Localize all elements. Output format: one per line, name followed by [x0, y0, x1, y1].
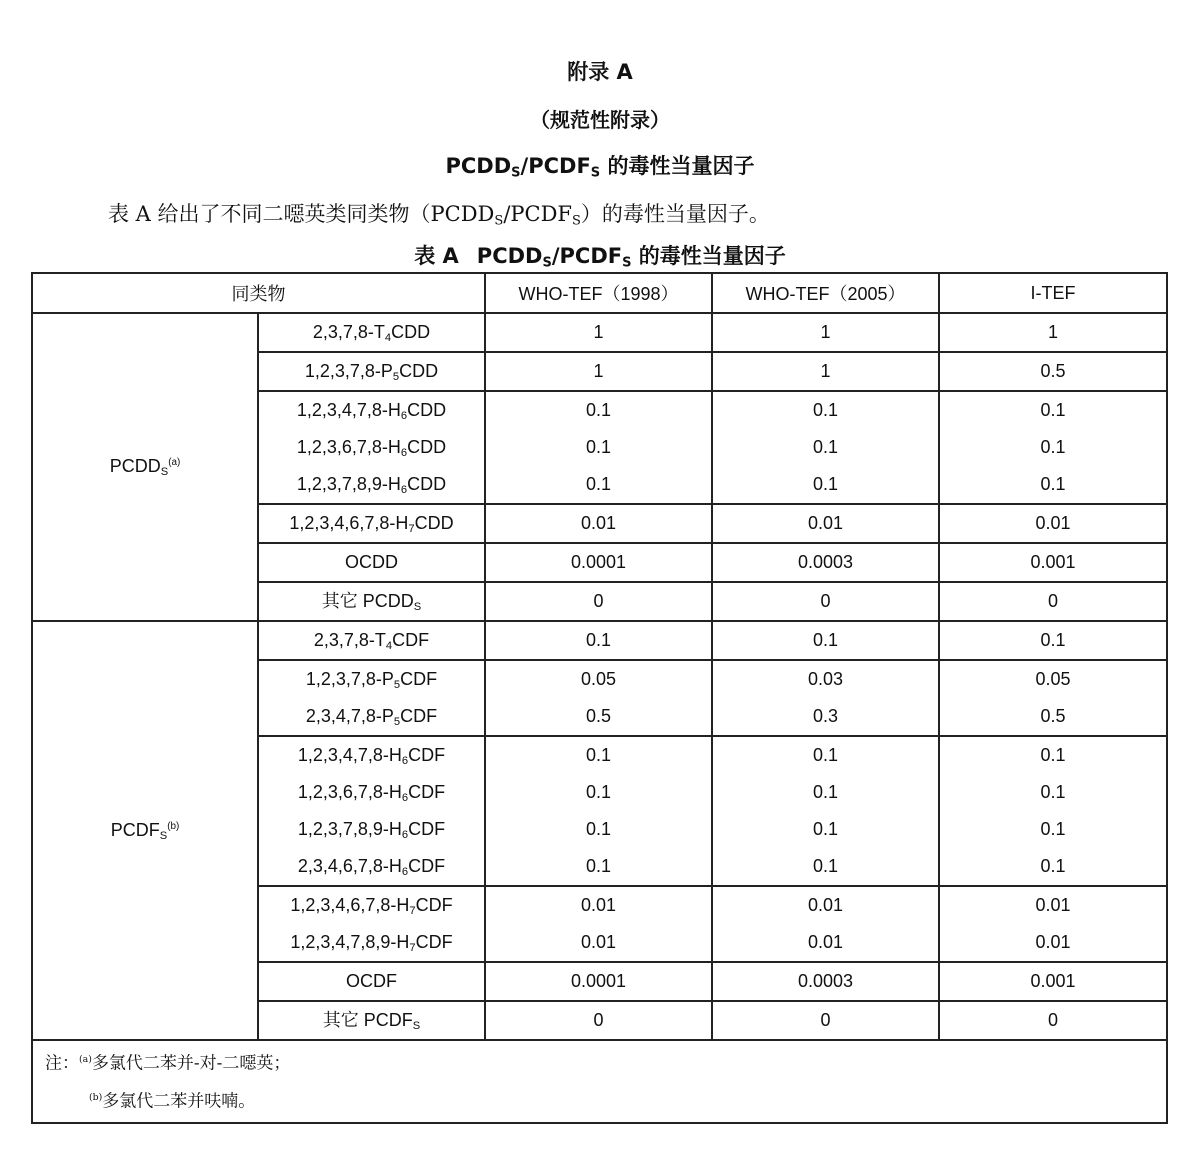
congener-name-part: 1,2,3,6,7,8-H [296, 437, 401, 457]
who-1998-value-cell [485, 352, 712, 391]
congener-name [259, 314, 484, 351]
section-title-sub1: S [511, 165, 521, 181]
congener-cell [258, 621, 485, 660]
who-2005-value: 0.1 [812, 819, 839, 839]
who-1998-value: 0.1 [585, 745, 612, 765]
header-row [32, 273, 1167, 313]
congener-name-part: 其它 PCDF [322, 1010, 413, 1030]
congener-name-part: CDF [408, 782, 446, 802]
congener-cell [258, 391, 485, 504]
congener-cell [258, 352, 485, 391]
congener-cell [258, 504, 485, 543]
congener-name-part: CDF [408, 819, 446, 839]
normative-label: （规范性附录） [530, 108, 670, 132]
group-cell [32, 621, 258, 1040]
tef-table [31, 272, 1168, 1124]
who-1998-value: 0.01 [580, 513, 617, 533]
intro-sub2: S [572, 213, 581, 229]
congener-name-part: 1,2,3,4,6,7,8-H [289, 513, 409, 533]
who-1998-value: 0.1 [585, 474, 612, 494]
congener-cell [258, 660, 485, 736]
congener-name-sub: 6 [400, 483, 408, 496]
note-b [45, 1081, 1166, 1119]
intro-pre: 表 A 给出了不同二噁英类同类物（PCDD [108, 202, 495, 226]
congener-name-sub: S [412, 1019, 421, 1032]
congener-name-part: 其它 PCDD [321, 591, 414, 611]
itef-value: 0 [1047, 1010, 1058, 1030]
caption-label: 表 A [414, 244, 459, 268]
caption-sub1: S [542, 255, 552, 271]
note-a-ref: (a) [79, 1054, 92, 1065]
notes-cell [32, 1040, 1167, 1123]
congener-name [259, 661, 484, 698]
note-a-text: 多氯代二苯并-对-二噁英； [91, 1053, 291, 1074]
congener-name-part: OCDD [345, 552, 398, 572]
itef-value-cell [939, 504, 1167, 543]
group-name: PCDD [109, 456, 161, 477]
itef-value: 0.5 [1040, 361, 1066, 381]
congener-cell [258, 736, 485, 886]
group-note-ref: (b) [167, 820, 180, 832]
congener-name-sub: 5 [392, 370, 400, 383]
note-b-text: 多氯代二苯并呋喃。 [102, 1091, 256, 1112]
congener-name-part: 2,3,7,8-T [312, 322, 385, 342]
congener-name-sub: 6 [400, 409, 408, 422]
table-body [32, 313, 1167, 1040]
who-1998-value: 0.0001 [570, 971, 627, 991]
who-1998-value-cell [485, 736, 712, 886]
itef-value-cell [939, 736, 1167, 886]
who-1998-value: 0.05 [580, 669, 617, 689]
who-2005-value-cell [712, 582, 939, 621]
congener-name [259, 737, 484, 774]
congener-name [259, 848, 484, 885]
caption-mid: /PCDF [551, 244, 623, 268]
notes-label: 注： [45, 1053, 79, 1074]
itef-value-cell [939, 543, 1167, 582]
congener-name-part: CDD [407, 400, 447, 420]
who-2005-value: 0.1 [812, 437, 839, 457]
congener-name-part: 1,2,3,4,7,8-H [296, 400, 401, 420]
table-row [32, 313, 1167, 352]
intro-post: ）的毒性当量因子。 [580, 202, 770, 226]
itef-value: 0.1 [1040, 474, 1066, 494]
congener-name-sub: 7 [409, 904, 416, 917]
congener-cell [258, 313, 485, 352]
header-itef: I-TEF [939, 273, 1167, 313]
congener-name-part: CDD [407, 474, 447, 494]
who-2005-value-cell [712, 543, 939, 582]
who-1998-value-cell [485, 543, 712, 582]
who-1998-value-cell [485, 313, 712, 352]
congener-name [259, 811, 484, 848]
congener-name-part: 2,3,4,7,8-P [305, 706, 394, 726]
who-2005-value: 0.1 [812, 400, 839, 420]
caption-sub2: S [622, 255, 632, 271]
who-2005-value: 0.0003 [797, 971, 854, 991]
congener-name [259, 505, 484, 542]
itef-value: 0.1 [1040, 856, 1066, 876]
congener-name [259, 622, 484, 659]
section-title-mid: /PCDF [520, 154, 591, 178]
itef-value: 1 [1047, 322, 1058, 342]
congener-name-sub: 6 [401, 754, 409, 767]
congener-name-part: 2,3,7,8-T [313, 630, 386, 650]
who-2005-value: 0.1 [812, 745, 839, 765]
congener-name-sub: 4 [385, 639, 393, 652]
congener-name-sub: 6 [400, 446, 408, 459]
who-2005-value-cell [712, 962, 939, 1001]
who-2005-value: 1 [820, 322, 831, 342]
who-2005-value: 0.1 [812, 474, 839, 494]
congener-name [259, 698, 484, 735]
congener-name-part: 1,2,3,4,6,7,8-H [290, 895, 410, 915]
congener-name-part: CDF [408, 745, 446, 765]
congener-name-part: CDD [414, 513, 454, 533]
itef-value: 0.1 [1040, 782, 1066, 802]
who-2005-value: 0.1 [812, 630, 839, 650]
who-1998-value-cell [485, 886, 712, 962]
congener-name-sub: 6 [401, 828, 409, 841]
who-2005-value-cell [712, 504, 939, 543]
note-a [45, 1043, 1166, 1081]
who-1998-value-cell [485, 504, 712, 543]
congener-name-part: CDF [415, 895, 453, 915]
group-name-sub: S [159, 829, 168, 842]
congener-name-sub: 6 [401, 865, 409, 878]
who-1998-value: 0.1 [585, 630, 612, 650]
congener-name-part: CDF [415, 932, 453, 952]
itef-value-cell [939, 391, 1167, 504]
group-cell [32, 313, 258, 621]
itef-value: 0.1 [1040, 630, 1066, 650]
intro-mid: /PCDF [503, 202, 572, 226]
who-1998-value: 0.1 [585, 400, 612, 420]
congener-name-part: 1,2,3,4,7,8-H [297, 745, 402, 765]
itef-value-cell [939, 886, 1167, 962]
congener-name [259, 544, 484, 581]
who-1998-value: 0.5 [585, 706, 612, 726]
congener-name [259, 466, 484, 503]
who-2005-value: 0.1 [812, 856, 839, 876]
table-row [32, 621, 1167, 660]
itef-value: 0.001 [1030, 971, 1076, 991]
who-2005-value: 1 [820, 361, 831, 381]
itef-value: 0 [1047, 591, 1058, 611]
congener-name-part: CDF [400, 706, 438, 726]
caption-pre: PCDD [476, 244, 543, 268]
itef-value: 0.01 [1035, 513, 1071, 533]
who-2005-value: 0.01 [807, 513, 844, 533]
who-1998-value: 0.1 [585, 856, 612, 876]
who-2005-value-cell [712, 621, 939, 660]
who-1998-value-cell [485, 582, 712, 621]
congener-cell [258, 582, 485, 621]
itef-value-cell [939, 621, 1167, 660]
who-1998-value-cell [485, 1001, 712, 1040]
who-1998-value: 0.0001 [570, 552, 627, 572]
congener-name-part: 2,3,4,6,7,8-H [297, 856, 402, 876]
congener-name [259, 429, 484, 466]
congener-name [259, 583, 484, 620]
congener-name-part: 1,2,3,4,7,8,9-H [290, 932, 410, 952]
who-2005-value: 0 [820, 1010, 831, 1030]
congener-name-part: CDD [407, 437, 447, 457]
who-2005-value-cell [712, 313, 939, 352]
congener-cell [258, 1001, 485, 1040]
congener-name-part: 1,2,3,7,8-P [304, 361, 393, 381]
who-1998-value-cell [485, 962, 712, 1001]
who-2005-value: 0.03 [807, 669, 844, 689]
itef-value-cell [939, 660, 1167, 736]
congener-name-part: 1,2,3,7,8,9-H [297, 819, 402, 839]
appendix-title: 附录 A [567, 60, 633, 84]
congener-name [259, 774, 484, 811]
who-1998-value: 0 [593, 591, 604, 611]
itef-value-cell [939, 352, 1167, 391]
who-1998-value-cell [485, 391, 712, 504]
congener-name-part: CDF [408, 856, 446, 876]
congener-name [259, 887, 484, 924]
who-2005-value-cell [712, 1001, 939, 1040]
who-1998-value: 0.01 [580, 932, 617, 952]
who-2005-value: 0.01 [807, 932, 844, 952]
section-title-sub2: S [590, 165, 601, 181]
header-congener: 同类物 [32, 273, 485, 313]
itef-value: 0.1 [1040, 400, 1066, 420]
itef-value: 0.01 [1035, 932, 1071, 952]
itef-value: 0.1 [1040, 745, 1066, 765]
who-1998-value: 1 [593, 361, 604, 381]
congener-name [259, 963, 484, 1000]
who-1998-value: 0.01 [580, 895, 617, 915]
who-1998-value: 1 [593, 322, 604, 342]
congener-name-sub: 7 [408, 522, 415, 535]
congener-name-part: 1,2,3,6,7,8-H [297, 782, 402, 802]
note-b-ref: (b) [89, 1091, 103, 1103]
section-title [0, 150, 1200, 180]
who-1998-value-cell [485, 660, 712, 736]
group-name: PCDF [110, 819, 160, 840]
who-2005-value-cell [712, 886, 939, 962]
congener-name-part: CDD [399, 361, 439, 381]
who-2005-value: 0.1 [812, 782, 839, 802]
intro-sub1: S [494, 213, 504, 229]
congener-name-part: 1,2,3,7,8,9-H [296, 474, 401, 494]
section-title-post: 的毒性当量因子 [600, 154, 755, 178]
caption-post: 的毒性当量因子 [631, 244, 786, 268]
itef-value: 0.05 [1035, 669, 1071, 689]
itef-value: 0.1 [1040, 819, 1066, 839]
group-note-ref: (a) [168, 457, 181, 469]
congener-name-sub: 4 [384, 331, 392, 344]
congener-name-part: OCDF [346, 971, 397, 991]
who-2005-value-cell [712, 736, 939, 886]
who-1998-value-cell [485, 621, 712, 660]
who-2005-value: 0.3 [812, 706, 839, 726]
congener-cell [258, 962, 485, 1001]
notes-row [32, 1040, 1167, 1123]
group-name-sub: S [160, 465, 169, 478]
itef-value: 0.5 [1040, 706, 1066, 726]
section-title-pre: PCDD [445, 154, 512, 178]
table-caption [0, 240, 1200, 270]
itef-value: 0.1 [1040, 437, 1066, 457]
congener-name-sub: 7 [409, 941, 416, 954]
who-1998-value: 0 [593, 1010, 604, 1030]
itef-value: 0.01 [1035, 895, 1071, 915]
itef-value-cell [939, 962, 1167, 1001]
congener-name [259, 392, 484, 429]
congener-name-sub: 5 [393, 678, 401, 691]
itef-value-cell [939, 1001, 1167, 1040]
who-2005-value-cell [712, 391, 939, 504]
congener-name-sub: 6 [401, 791, 409, 804]
congener-name-part: CDF [392, 630, 430, 650]
itef-value: 0.001 [1030, 552, 1076, 572]
congener-name-part: CDF [400, 669, 438, 689]
who-2005-value: 0.0003 [797, 552, 854, 572]
who-2005-value-cell [712, 660, 939, 736]
who-2005-value-cell [712, 352, 939, 391]
who-2005-value: 0.01 [807, 895, 844, 915]
who-1998-value: 0.1 [585, 782, 612, 802]
itef-value-cell [939, 582, 1167, 621]
header-who-2005: WHO-TEF（2005） [712, 273, 939, 313]
itef-value-cell [939, 313, 1167, 352]
congener-name [259, 924, 484, 961]
congener-name-part: 1,2,3,7,8-P [305, 669, 394, 689]
congener-name [259, 1002, 484, 1039]
header-who-1998: WHO-TEF（1998） [485, 273, 712, 313]
congener-name-part: CDD [391, 322, 431, 342]
congener-name-sub: S [413, 600, 422, 613]
intro-paragraph [108, 198, 770, 228]
who-1998-value: 0.1 [585, 819, 612, 839]
who-2005-value: 0 [820, 591, 831, 611]
who-1998-value: 0.1 [585, 437, 612, 457]
congener-name-sub: 5 [393, 715, 401, 728]
congener-name [259, 353, 484, 390]
congener-cell [258, 886, 485, 962]
congener-cell [258, 543, 485, 582]
